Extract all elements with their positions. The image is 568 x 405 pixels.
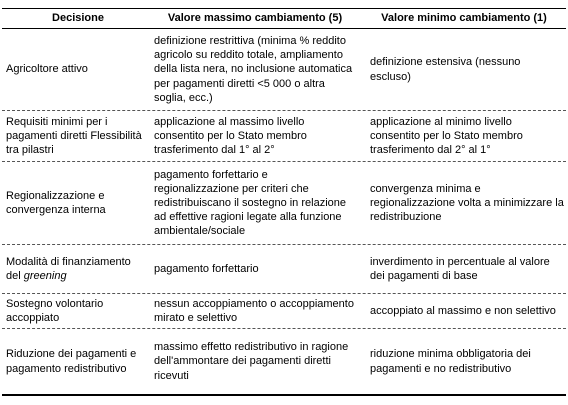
decision-prefix: Modalità di finanziamento del [6,255,131,282]
row-min-value: riduzione minima obbligatoria dei pagamenti e no redistributivo [370,348,531,375]
header-row [2,9,566,28]
row-decision: Riduzione dei pagamenti e pagamento redistributivo [6,348,137,375]
table-row [2,111,566,161]
row-min-value: convergenza minima e regionalizzazione volta a minimizzare la redistribuzione [370,182,564,224]
row-decision: Sostegno volontario accoppiato [6,297,104,324]
header-decision: Decisione [52,12,104,25]
bottom-rule [2,394,566,396]
decision-italic: greening [23,270,67,282]
row-max-value: pagamento forfettario e regionalizzazione per criteri che redistribuiscano il sostegno in relazione ad effettive ragioni legate alla funzione ambientale/sociale [154,168,346,238]
row-decision-text [6,255,142,283]
header-max-change: Valore massimo cambiamento (5) [167,12,343,25]
row-max-value: nessun accoppiamento o accoppiamento mirato e selettivo [154,297,354,324]
table-row [2,245,566,293]
row-max-value: pagamento forfettario [154,262,259,275]
table-row [2,329,566,394]
table-row [2,162,566,244]
row-decision [6,245,142,293]
row-min-value: accoppiato al massimo e non selettivo [370,304,556,317]
row-decision: Regionalizzazione e convergenza interna [6,189,106,216]
row-max-value: definizione restrittiva (minima % reddito agricolo su reddito totale, ampliamento della lista nera, no inclusione automatica per pagamenti diretti <5 000 o altra soglia, ecc.) [154,35,353,104]
row-max-value: massimo effetto redistributivo in ragione dell'ammontare dei pagamenti diretti ricevuti [154,341,349,382]
table-row [2,29,566,110]
table-row [2,294,566,328]
row-decision: Agricoltore attivo [6,63,88,76]
row-decision: Requisiti minimi per i pagamenti diretti Flessibilità tra pilastri [6,115,142,157]
row-min-value: inverdimento in percentuale al valore dei pagamenti di base [370,255,550,282]
row-min-value: applicazione al minimo livello consentito per lo Stato membro trasferimento dal 2° al 1° [370,115,523,157]
header-min-change: Valore minimo cambiamento (1) [381,12,547,25]
row-max-value: applicazione al massimo livello consentito per lo Stato membro trasferimento dal 1° al 2° [154,115,307,157]
row-min-value: definizione estensiva (nessuno escluso) [370,56,521,83]
